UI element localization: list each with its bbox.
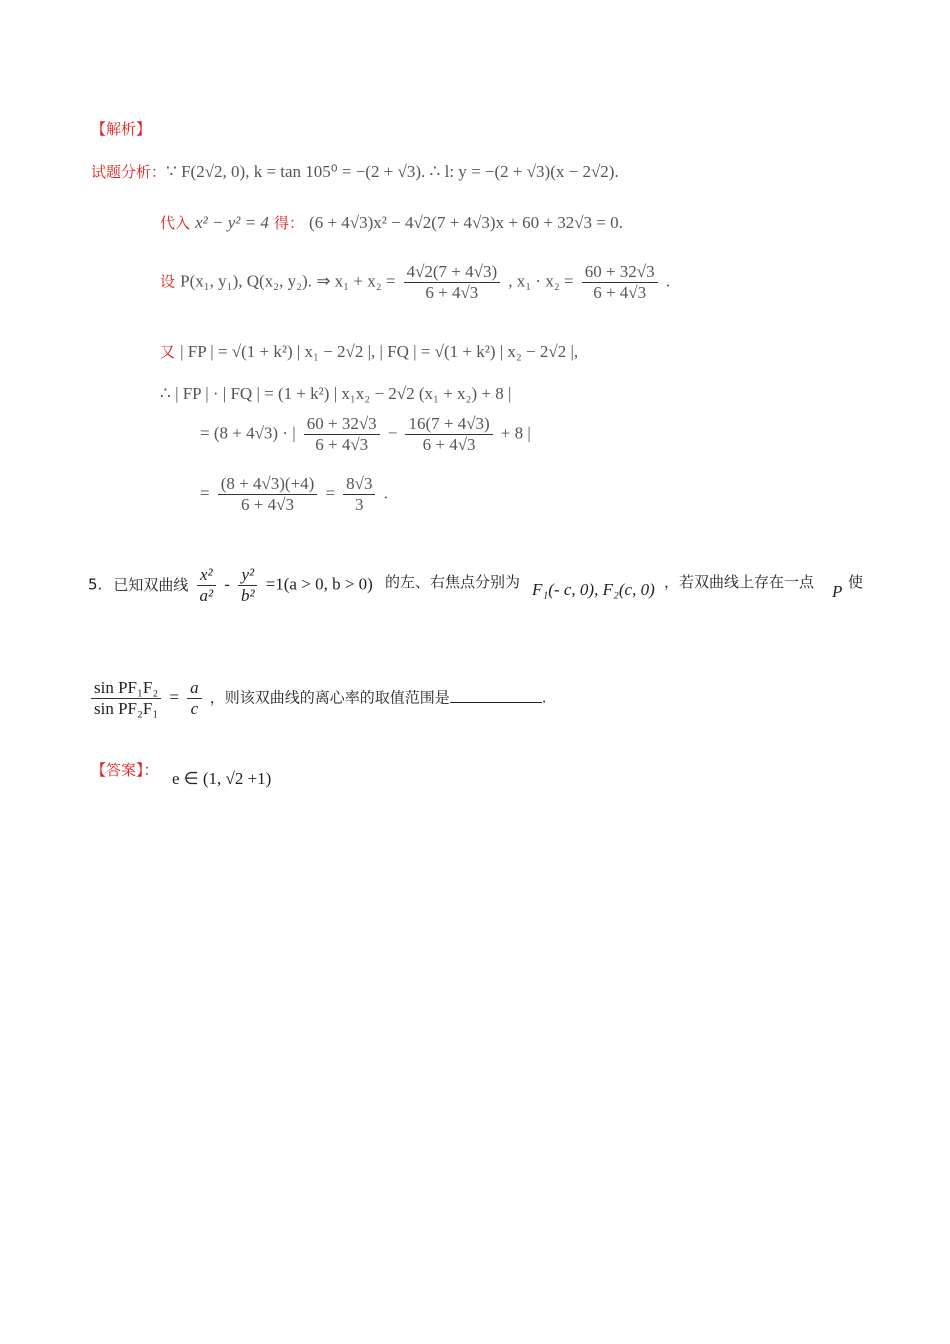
line-2-lead: 代入 xyxy=(160,214,191,232)
analysis-line-7 xyxy=(200,474,388,514)
line-4-lead: 又 xyxy=(160,343,176,361)
analysis-line-5: ∴ | FP | · | FQ | = (1 + k²) | x₁x₂ − 2√2 (x₁ + x₂) + 8 | xyxy=(160,384,512,403)
answer-value: e ∈ (1, √2 +1) xyxy=(172,769,272,788)
line-2-de: 得： xyxy=(273,214,304,232)
answer-blank[interactable] xyxy=(450,688,542,703)
question-number: 5. xyxy=(88,575,103,594)
line-6-minus: − xyxy=(387,423,398,443)
question-point: P xyxy=(832,582,843,601)
hyperbola-x-term: $\frac{\text{x²}}{\text{a²}}$ xyxy=(197,565,217,605)
analysis-header: 【解析】 xyxy=(91,120,152,138)
hyperbola-condition: =1(a > 0, b > 0) xyxy=(265,574,373,594)
line-2-equation: x² − y² = 4 xyxy=(195,213,269,232)
question-text-4: 使 xyxy=(848,573,864,591)
line-3-end: . xyxy=(665,271,670,291)
analysis-lead: 试题分析： xyxy=(91,163,167,181)
analysis-line-2 xyxy=(160,212,623,233)
analysis-line-1 xyxy=(91,161,619,182)
question-text-5: ，则该双曲线的离心率的取值范围是 xyxy=(209,688,450,707)
line-7-fraction-1: $\frac{(8 + 4√3)(+4)}{6 + 4√3}$ xyxy=(218,474,318,514)
question-text-3: ，若双曲线上存在一点 xyxy=(664,573,815,591)
line-4-math: | FP | = √(1 + k²) | x₁ − 2√2 |, | FQ | = √(1 + k²) | x₂ − 2√2 |, xyxy=(180,342,579,361)
line-6-pre: = (8 + 4√3) · | xyxy=(200,423,296,443)
question-text-2: 的左、右焦点分别为 xyxy=(385,573,521,591)
analysis-line-3 xyxy=(160,262,670,302)
line-3-fraction-product: $\frac{60 + 32√3}{6 + 4√3}$ xyxy=(582,262,658,302)
question-foci: F₁(- c, 0), F₂(c, 0) xyxy=(532,580,655,599)
line-2-rest: (6 + 4√3)x² − 4√2(7 + 4√3)x + 60 + 32√3 = 0. xyxy=(309,213,623,232)
line-7-pre: = xyxy=(200,483,210,503)
question-text-6: . xyxy=(541,688,547,707)
ratio-equals: = xyxy=(169,687,179,707)
line-6-fraction-1: $\frac{60 + 32√3}{6 + 4√3}$ xyxy=(304,414,380,454)
analysis-line-6 xyxy=(200,414,531,454)
question-text-1: 已知双曲线 xyxy=(113,575,189,594)
line-6-post: + 8 | xyxy=(500,423,531,443)
question-line-1 xyxy=(88,565,373,605)
line-6-fraction-2: $\frac{16(7 + 4√3)}{6 + 4√3}$ xyxy=(405,414,492,454)
hyperbola-minus: - xyxy=(224,574,230,594)
sine-ratio: $\frac{\text{sin PF₁F₂}}{\text{sin PF₂F₁}}$ xyxy=(91,678,161,718)
a-over-c: $\frac{a}{c}$ xyxy=(187,678,202,718)
analysis-line-1-math: ∵ F(2√2, 0), k = tan 105⁰ = −(2 + √3). ∴ l: y = −(2 + √3)(x − 2√2). xyxy=(166,162,619,181)
question-line-2 xyxy=(88,678,546,718)
line-3-math: P(x₁, y₁), Q(x₂, y₂). ⇒ x₁ + x₂ = xyxy=(180,271,396,291)
analysis-line-4 xyxy=(160,341,578,362)
line-3-mid: , x₁ · x₂ = xyxy=(508,271,574,291)
line-7-eq: = xyxy=(325,483,336,503)
answer-label: 【答案】： xyxy=(91,761,159,779)
line-7-fraction-2: $\frac{8√3}{3}$ xyxy=(343,474,375,514)
line-3-lead: 设 xyxy=(160,272,176,291)
line-3-fraction-sum: $\frac{4√2(7 + 4√3)}{6 + 4√3}$ xyxy=(404,262,501,302)
line-7-end: . xyxy=(383,483,388,503)
hyperbola-y-term: $\frac{\text{y²}}{\text{b²}}$ xyxy=(238,565,258,605)
